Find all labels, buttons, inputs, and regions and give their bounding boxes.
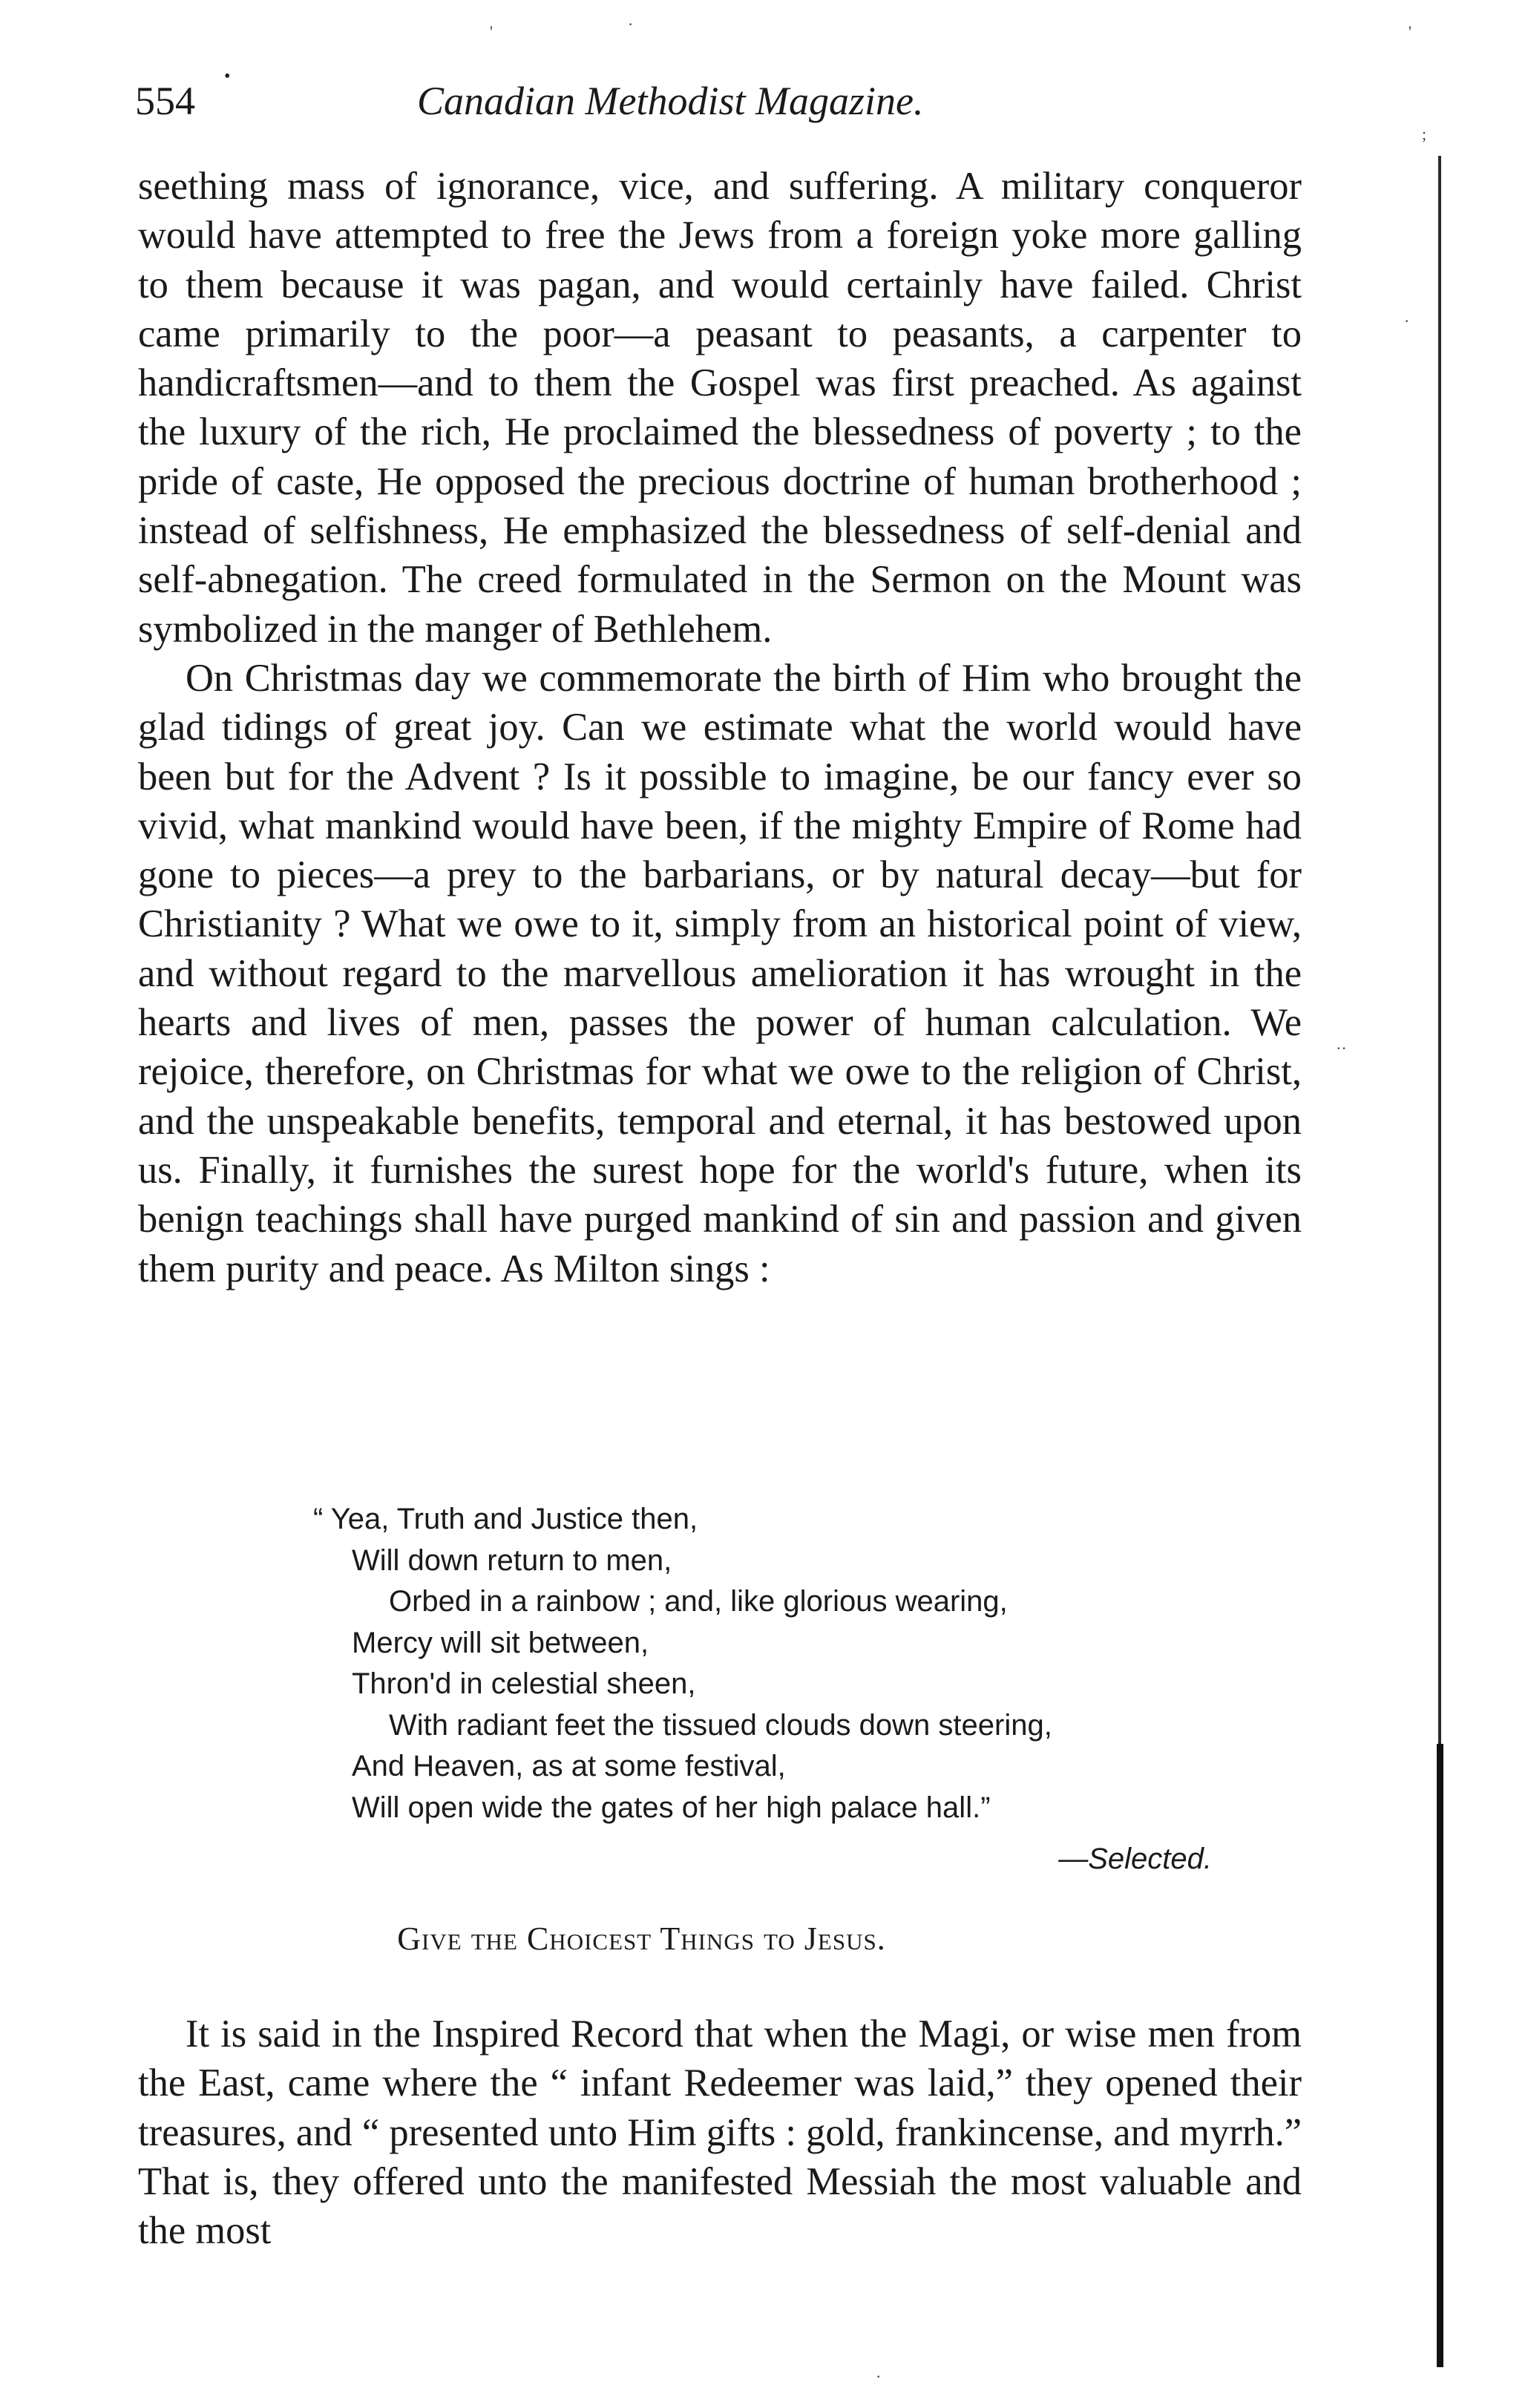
running-title: Canadian Methodist Magazine. <box>417 79 924 123</box>
page-number: 554 <box>135 79 195 123</box>
milton-poem <box>313 1499 1278 1828</box>
poem-line-1: “ Yea, Truth and Justice then, <box>313 1503 698 1535</box>
scan-speck: · <box>1404 312 1410 330</box>
scan-speck: ; <box>1422 125 1427 143</box>
main-article-text <box>138 162 1302 1293</box>
poem-line-2: Will down return to men, <box>352 1543 672 1577</box>
poem-line-3: Orbed in a rainbow ; and, like glorious wearing, <box>389 1585 1008 1618</box>
scan-speck: ·· <box>1336 1039 1347 1057</box>
poem-line-4: Mercy will sit between, <box>352 1626 649 1659</box>
paragraph-1: seething mass of ignorance, vice, and suffering. A military conqueror would have attempted to free the Jews from a foreign yoke more galling to them because it was pagan, and would certainly have failed. Christ came primarily to the poor—a peasant to peasants, a carpenter to handicraftsmen—and to them the Gospel was first preached. As against the luxury of the rich, He proclaimed the blessedness of poverty ; to the pride of caste, He opposed the precious doctrine of human brotherhood ; instead of selfishness, He emphasized the blessedness of self-denial and self-abnegation. The creed formulated in the Sermon on the Mount was symbolized in the manger of Bethlehem. <box>138 165 1302 651</box>
scan-speck: · <box>628 15 634 33</box>
poem-attribution: —Selected. <box>1058 1843 1212 1875</box>
section-heading <box>0 1913 1528 1965</box>
poem-line-6: With radiant feet the tissued clouds down steering, <box>389 1708 1052 1742</box>
page-number-mark: • <box>224 67 231 86</box>
paragraph-2: On Christmas day we commemorate the birth of Him who brought the glad tidings of great joy. Can we estimate what the world would have been but for the Advent ? Is it possible to imagine, be our fancy ever so vivid, what mankind would have been, if the mighty Empire of Rome had gone to pieces—a prey to the barbarians, or by natural decay—but for Christianity ? What we owe to it, simply from an historical point of view, and without regard to the marvellous amelioration it has wrought in the hearts and lives of men, passes the power of human calculation. We rejoice, therefore, on Christmas for what we owe to the religion of Christ, and the unspeakable benefits, temporal and eternal, it has bestowed upon us. Finally, it furnishes the surest hope for the world's future, when its benign teachings shall have purged mankind of sin and passion and given them purity and peace. As Milton sings : <box>138 656 1302 1290</box>
scan-speck: ' <box>490 22 493 41</box>
poem-line-8: Will open wide the gates of her high palace hall.” <box>352 1791 991 1824</box>
section-article-text <box>138 2010 1302 2255</box>
poem-line-5: Thron'd in celestial sheen, <box>352 1667 696 1700</box>
section-heading-text: Give the Choicest Things to Jesus. <box>397 1920 886 1957</box>
binding-edge-shadow <box>1437 1744 1443 2367</box>
scan-speck: ' <box>1409 22 1411 41</box>
scan-speck: · <box>876 2367 882 2386</box>
page-header <box>135 67 1308 131</box>
poem-line-7: And Heaven, as at some festival, <box>352 1750 786 1782</box>
section-paragraph: It is said in the Inspired Record that when the Magi, or wise men from the East, came where the “ infant Redeemer was laid,” they opened their treasures, and “ presented unto Him gifts : gold, frankincense, and myrrh.” That is, they offered unto the manifested Messiah the most valuable and the most <box>138 2012 1302 2253</box>
